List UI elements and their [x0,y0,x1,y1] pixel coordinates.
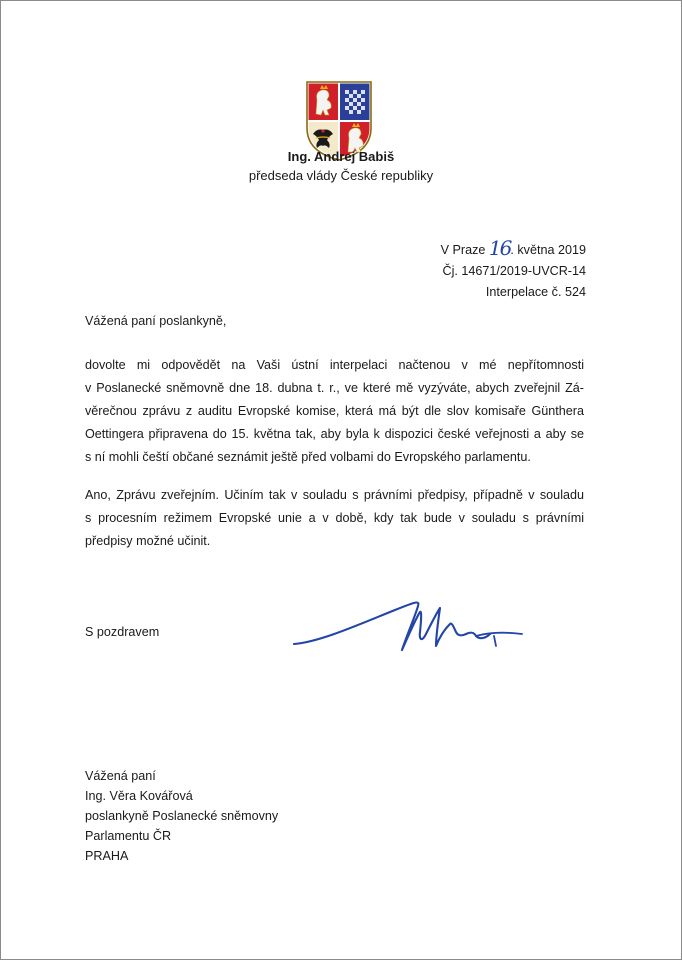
recipient-line: Ing. Věra Kovářová [85,789,193,803]
interpellation-number: Interpelace č. 524 [485,285,586,299]
date-place: V Praze [440,243,486,257]
handwritten-day: 16 [488,236,511,260]
paragraph-2 [85,484,584,553]
letter-meta [441,237,586,303]
paragraph-line: věrečnou zprávu z auditu Evropské komise, která má být dle slov komisaře Günthera [85,404,584,418]
closing: S pozdravem [85,625,160,639]
sender-name: Ing. Andrej Babiš [287,149,395,164]
recipient-address [85,766,278,866]
paragraph-line: dovolte mi odpovědět na Vaši ústní interpelaci načtenou v mé nepřítomnosti [85,358,584,372]
signature-icon [290,592,530,656]
recipient-line: Vážená paní [85,769,156,783]
date-line [441,237,586,261]
paragraph-line: v Poslanecké sněmovně dne 18. dubna t. r., ve které mě vyzýváte, abych zveřejnil Zá- [85,381,584,395]
paragraph-line: s ní mohli čeští občané seznámit ještě před volbami do Evropského parlamentu. [85,450,531,464]
recipient-line: Parlamentu ČR [85,829,172,843]
paragraph-line: Oettingera připravena do 15. května tak, aby byla k dispozici české veřejnosti a aby se [85,427,584,441]
paragraph-line: s procesním režimem Evropské unie a v době, kdy tak bude v souladu s právními [85,511,584,525]
paragraph-1 [85,354,584,469]
recipient-line: poslankyně Poslanecké sněmovny [85,809,279,823]
recipient-line: PRAHA [85,849,129,863]
sender-title: předseda vlády České republiky [248,168,434,183]
salutation: Vážená paní poslankyně, [85,314,227,328]
paragraph-line: Ano, Zprávu zveřejním. Učiním tak v souladu s právními předpisy, případně v souladu [85,488,584,502]
reference-number: Čj. 14671/2019-UVCR-14 [442,264,586,278]
date-suffix: . května 2019 [510,243,586,257]
paragraph-line: předpisy možné učinit. [85,534,211,548]
